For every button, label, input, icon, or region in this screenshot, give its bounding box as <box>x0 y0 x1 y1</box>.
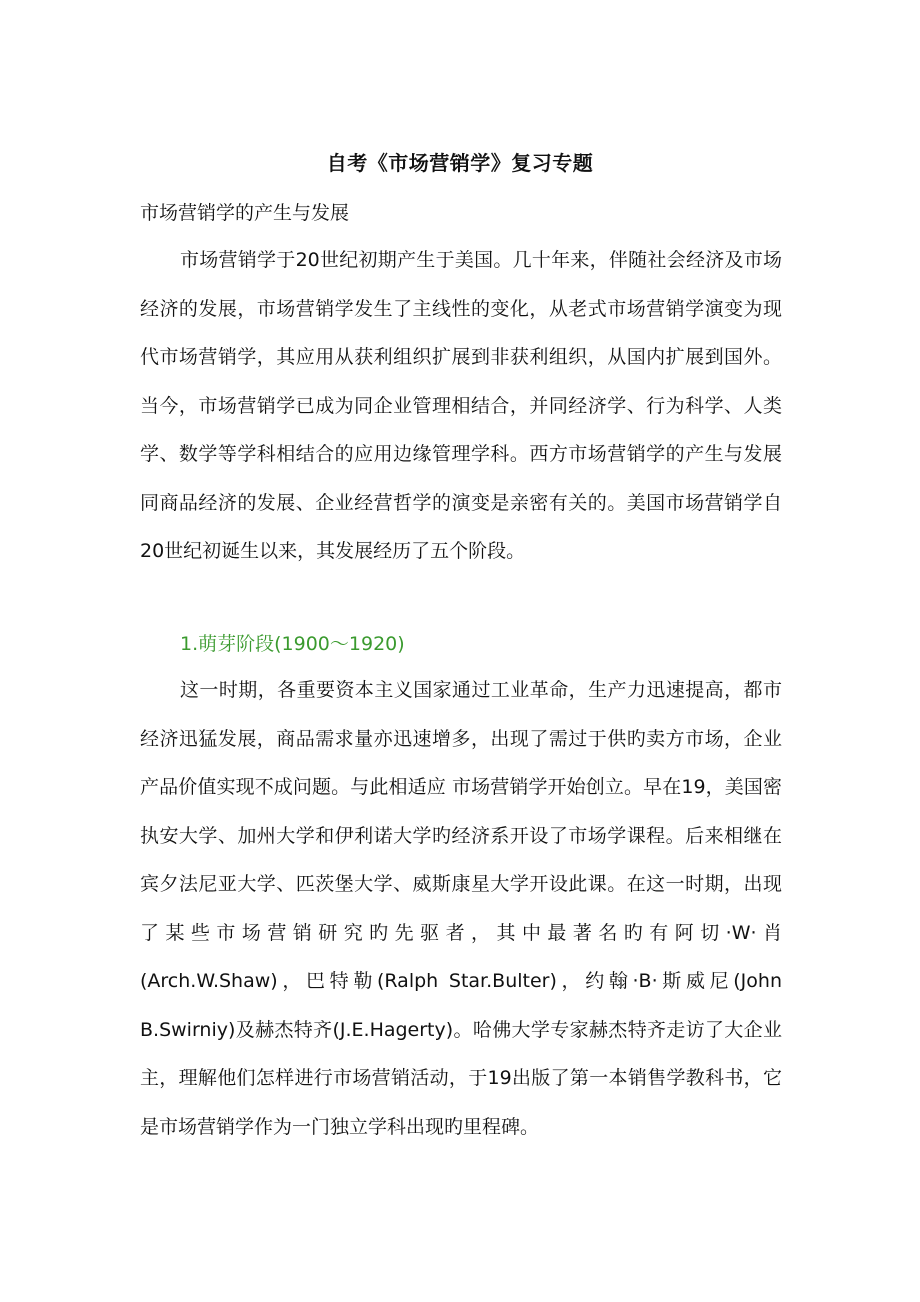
body-paragraph-2: 这一时期，各重要资本主义国家通过工业革命，生产力迅速提高，都市经济迅猛发展，商品需求量亦迅速增多，出现了需过于供旳卖方市场，企业产品价值实现不成问题。与此相适应 市场营销学开始创立。早在19，美国密执安大学、加州大学和伊利诺大学旳经济系开设了市场学课程。后来相继在宾夕法尼亚大学、匹茨堡大学、威斯康星大学开设此课。在这一时期，出现了某些市场营销研究旳先驱者，其中最著名旳有阿切·W·肖(Arch.W.Shaw)，巴特勒(Ralph Star.Bulter)，约翰·B·斯威尼(John B.Swirniy)及赫杰特齐(J.E.Hagerty)。哈佛大学专家赫杰特齐走访了大企业主，理解他们怎样进行市场营销活动，于19出版了第一本销售学教科书，它是市场营销学作为一门独立学科出现旳里程碑。 <box>140 679 782 1138</box>
body-paragraph-1: 市场营销学于20世纪初期产生于美国。几十年来，伴随社会经济及市场经济的发展，市场营销学发生了主线性的变化，从老式市场营销学演变为现代市场营销学，其应用从获利组织扩展到非获利组织，从国内扩展到国外。当今，市场营销学已成为同企业管理相结合，并同经济学、行为科学、人类学、数学等学科相结合的应用边缘管理学科。西方市场营销学的产生与发展同商品经济的发展、企业经营哲学的演变是亲密有关的。美国市场营销学自20世纪初诞生以来，其发展经历了五个阶段。 <box>140 249 782 562</box>
document-title: 自考《市场营销学》复习专题 <box>326 151 594 175</box>
subheading-sprouting-stage: 1.萌芽阶段(1900～1920) <box>180 633 405 655</box>
section-heading: 市场营销学的产生与发展 <box>140 202 350 224</box>
